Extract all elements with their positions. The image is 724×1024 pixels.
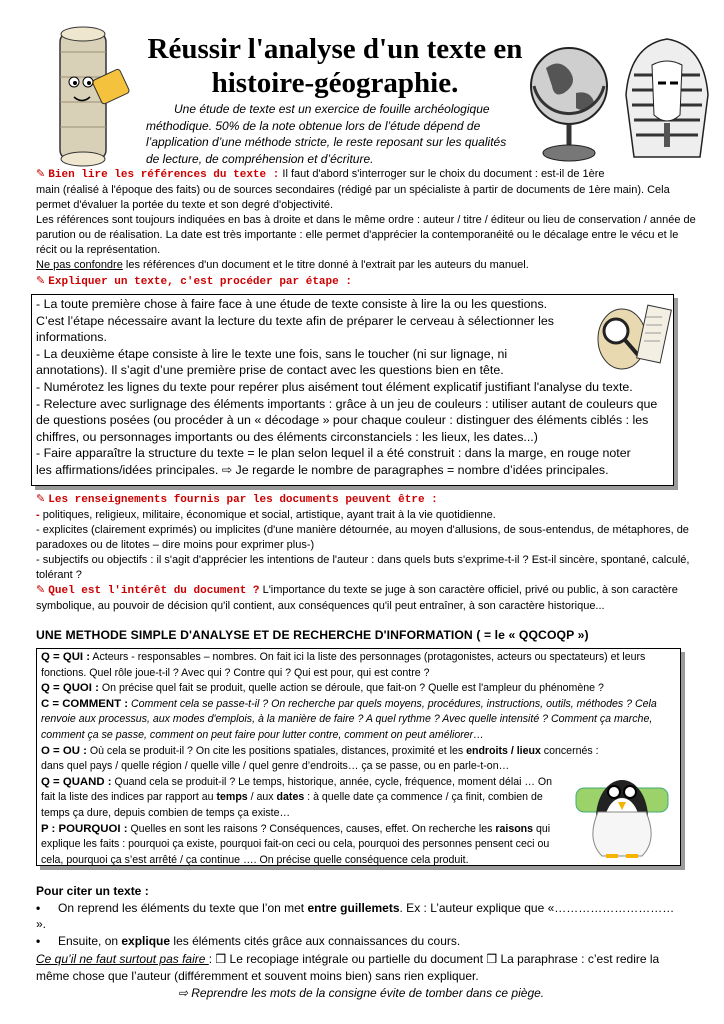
intro-text: Une étude de texte est un exercice de fouille archéologique méthodique. 50% de la note obtenue lors de l’étude dépend de l’application d’une méthode stricte, le reste reposant sur les qualités de lecture, de compréhension et d’écriture. [146,102,507,166]
detective-image [582,297,672,379]
penguin-scientist-image [572,752,672,864]
method-heading: UNE METHODE SIMPLE D'ANALYSE ET DE RECHERCHE D'INFORMATION ( = le « QQCOQP ») [36,628,589,642]
scroll-mascot-image [38,22,134,172]
references-heading: Bien lire les références du texte : [48,169,280,181]
pencil-icon: ✎ [36,584,46,596]
pencil-icon: ✎ [36,493,46,505]
cite-section: Pour citer un texte : • On reprend les éléments du texte que l’on met entre guillemets. Ex : L’auteur explique que «………………………… ». • Ensuite, on explique les éléments cités grâce aux connaissances du cours. Ce qu’il ne faut surtout pas faire : ❒ Le recopiage intégrale ou partielle du document ❒ La paraphrase : c’est redire la même chose que l’auteur (différemment et souvent moins bien) sans rien expliquer. ⇨ Reprendre les mots de la consigne évite de tomber dans ce piège. [36,883,686,1002]
method-box: Q = QUI : Acteurs - responsables – nombres. On fait ici la liste des personnages (protagonistes, acteurs ou spectateurs) et leurs fonctions. Quel rôle joue-t-il ? Avec qui ? Contre qui ? Qui est pour, qui est contre ? Q = QUOI : On précise quel fait se produit, quelle action se déroule, que fait-on ? Quelle est l'ampleur du phénomène ? C = COMMENT : Comment cela se passe-t-il ? On recherche par quels moyens, procédures, instructions, outils, méthodes ? Cela renvoie aux processus, aux modes d'emplois, à la manière de faire ? A quel rythme ? Avec quelle intensité ? Comment ça marche, comment ça se passe, comment on peut faire pour lutter contre, comment on peut améliorer… O = OU : Où cela se produit-il ? On cite les positions spatiales, distances, proximité et les endroits / lieux concernés : dans quel pays / quelle région / quelle ville / quel genre d’endroits… ça se passe, ou en parle-t-on… Q = QUAND : Quand cela se produit-il ? Le temps, historique, année, cycle, fréquence, moment délai … On fait la liste des indices par rapport au temps / aux dates : à quelle date ça commence / ça finit, combien de temps ça dure, depuis combien de temps ça existe… P : POURQUOI : Quelles en sont les raisons ? Conséquences, causes, effet. On recherche les raisons qui explique les faits : pourquoi ça existe, pourquoi fait-on ceci ou cela, pourquoi des personnes pensent ceci ou cela, pourquoi ça s’est arrêté / ça continue …. On précise quelle conséquence cela produit. [36,648,681,866]
explain-heading: Expliquer un texte, c'est procéder par étape : [48,276,352,288]
cite-heading: Pour citer un texte : [36,884,149,898]
references-text-2: Les références sont toujours indiquées en bas à droite et dans le même ordre : auteur / titre / éditeur ou lieu de conservation / année de parution ou de réalisation. La date est très importante : elle permet d'apprécier la contemporanéité ou le décalage entre le vécu et le récit ou la représentation. [36,214,696,256]
steps-box: - La toute première chose à faire face à une étude de texte consiste à lire la ou les questions. C’est l’étape nécessaire avant la lecture du texte afin de préparer le cerveau à sélectionner les informations. - La deuxième étape consiste à lire le texte une fois, sans le toucher (ni sur lignage, ni annotations). Il s’agit d’une première prise de contact avec les questions bien en tête. - Numérotez les lignes du texte pour repérer plus aisément tout élément explicatif justifiant l'analyse du texte. - Relecture avec surlignage des éléments importants : grâce à un jeu de couleurs : utiliser autant de couleurs que de questions posées (ou procéder à un « décodage » pour chaque couleur : distinguer des éléments ciblés : les chiffres, ou personnages importants ou des éléments circonstanciels : les lieux, les dates...) - Faire apparaître la structure du texte = le plan selon lequel il a été construit : dans la marge, en rouge noter les affirmations/idées principales. ⇨ Je regarde le nombre de paragraphes = nombre d’idées principales. [31,294,674,486]
interest-heading: Quel est l'intérêt du document ? [48,585,260,597]
pencil-icon: ✎ [36,275,46,287]
final-tip: ⇨ Reprendre les mots de la consigne évite de tomber dans ce piège. [177,986,545,1000]
pharaoh-image [622,35,712,160]
info-heading: Les renseignements fournis par les documents peuvent être : [48,494,438,506]
info-section: ✎ Les renseignements fournis par les documents peuvent être : - politiques, religieux, militaire, économique et social, artistique, ayant trait à la vie quotidienne. - explicites (clairement exprimés) ou implicites (d'une manière détournée, au moyen d'allusions, de sous-entendus, de métaphores, de paradoxes ou de litotes – dire moins pour exprimer plus-) - subjectifs ou objectifs : il s'agit d'apprécier les intentions de l'auteur : dans quels buts s'exprime-t-il ? Est-il sincère, spontané, calculé, tolérant ? ✎ Quel est l'intérêt du document ? L'importance du texte se juge à son caractère officiel, privé ou public, à son caractère symbolique, au pouvoir de décision qu'il contient, aux conséquences qu'il peut entraîner, à son caractère historique... [36,493,690,612]
references-section: ✎ Bien lire les références du texte : Il faut d'abord s'interroger sur le choix du document : est-il de 1ère main (réalisé à l'époque des faits) ou de sources secondaires (rédigé par un spécialiste à partir de documents de 1ère main). Cela permet d'évaluer la portée du texte et son degré d'objectivité. Les références sont toujours indiquées en bas à droite et dans le même ordre : auteur / titre / éditeur ou lieu de conservation / année de parution ou de réalisation. La date est très importante : elle permet d'apprécier la contemporanéité ou le décalage entre le vécu et le récit ou la représentation. Ne pas confondre les références d'un document et le titre donné à l'extrait par les auteurs du manuel. ✎ Expliquer un texte, c'est procéder par étape : [36,167,700,290]
page-title: Réussir l'analyse d'un texte en histoire-géographie. [147,33,523,99]
pencil-icon: ✎ [36,168,46,180]
references-text: main (réalisé à l'époque des faits) ou de sources secondaires (rédigé par un spécialiste à partir de documents de 1ère main). Cela permet d'évaluer la portée du texte et son degré d'objectivité. [36,184,670,211]
